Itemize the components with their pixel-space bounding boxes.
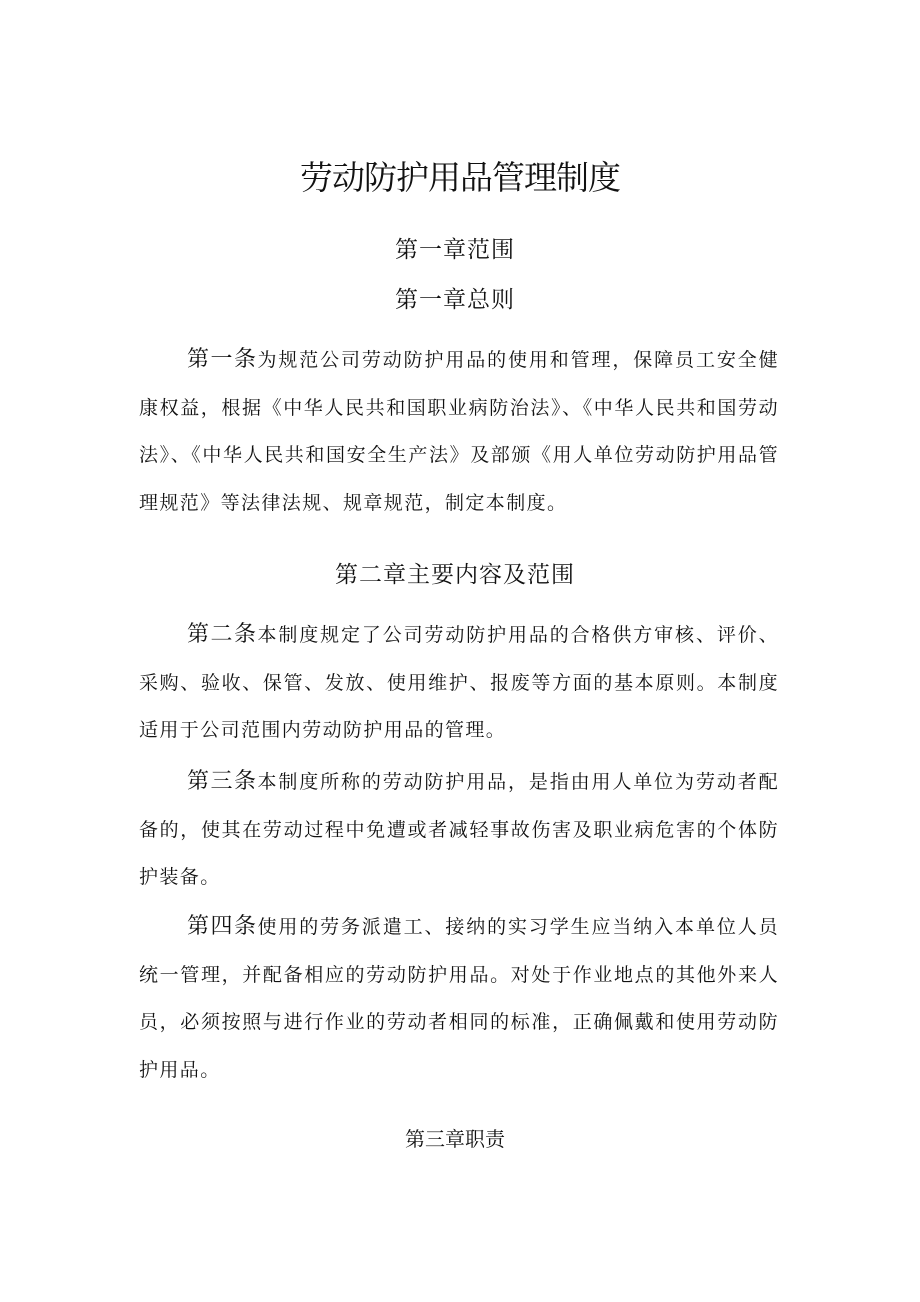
article-4-number: 第四条 — [187, 914, 258, 939]
article-1-number: 第一条 — [187, 347, 258, 372]
article-4-paragraph — [139, 903, 779, 1094]
document-title: 劳动防护用品管理制度 — [300, 158, 620, 197]
article-3-text: 本制度所称的劳动防护用品，是指由用人单位为劳动者配备的，使其在劳动过程中免遭或者减轻事故伤害及职业病危害的个体防护装备。 — [139, 771, 779, 888]
chapter-1-scope-heading: 第一章范围 — [395, 237, 515, 263]
article-4-text: 使用的劳务派遣工、接纳的实习学生应当纳入本单位人员统一管理，并配备相应的劳动防护用品。对处于作业地点的其他外来人员，必须按照与进行作业的劳动者相同的标准，正确佩戴和使用劳动防护用品。 — [139, 916, 779, 1081]
article-1-paragraph — [139, 336, 779, 527]
article-3-number: 第三条 — [187, 769, 258, 794]
article-1-text: 为规范公司劳动防护用品的使用和管理，保障员工安全健康权益，根据《中华人民共和国职业病防治法》、《中华人民共和国劳动法》、《中华人民共和国安全生产法》及部颁《用人单位劳动防护用品管理规范》等法律法规、规章规范，制定本制度。 — [139, 349, 779, 514]
article-2-text: 本制度规定了公司劳动防护用品的合格供方审核、评价、采购、验收、保管、发放、使用维护、报废等方面的基本原则。本制度适用于公司范围内劳动防护用品的管理。 — [139, 624, 779, 741]
chapter-1-general-heading: 第一章总则 — [395, 287, 515, 313]
article-2-paragraph — [139, 611, 779, 755]
article-2-number: 第二条 — [187, 622, 258, 647]
article-3-paragraph — [139, 758, 779, 902]
chapter-2-heading: 第二章主要内容及范围 — [335, 562, 575, 588]
chapter-3-heading: 第三章职责 — [405, 1127, 505, 1151]
